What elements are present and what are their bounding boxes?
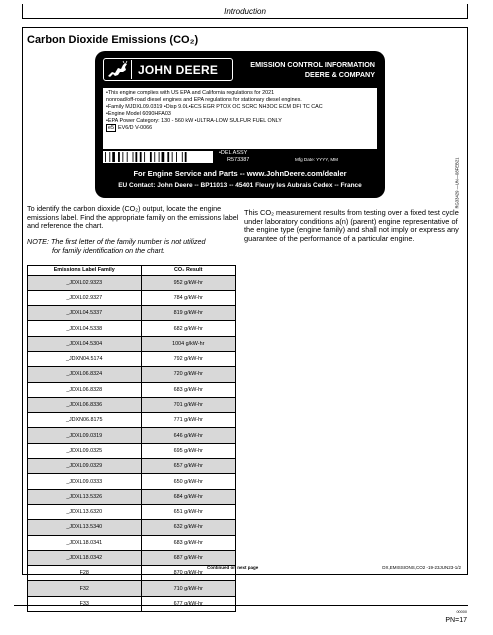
co2-cell: 651 g/kW-hr [141,504,236,519]
family-cell: _JDXL09.0333 [28,474,142,489]
table-row [28,459,236,474]
barcode-bar [176,152,177,162]
barcode-bar [185,152,187,162]
family-cell: _JDXN06.8175 [28,413,142,428]
family-cell: _JDXL04.5337 [28,306,142,321]
barcode-bar [133,152,134,162]
section-title: Introduction [224,7,266,16]
page-code: 00000 [456,610,467,614]
co2-results-table [27,265,236,612]
family-cell: F33 [28,596,142,611]
column-header-co2: CO₂ Result [141,266,236,276]
co2-cell: 677 g/kW-hr [141,596,236,611]
co2-cell: 684 g/kW-hr [141,489,236,504]
co2-cell: 683 g/kW-hr [141,382,236,397]
table-row [28,306,236,321]
label-info-line: nonroad/off-road diesel engines and EPA regulations for stationary diesel engines. [106,97,302,104]
co2-cell: 682 g/kW-hr [141,321,236,336]
label-info-line: •Engine Model 6090HFA03 [106,111,171,118]
part-number: R573387 [227,157,250,163]
page-title: Carbon Dioxide Emissions (CO₂) [27,34,199,46]
table-row [28,321,236,336]
co2-cell: 952 g/kW-hr [141,275,236,290]
family-cell: _JDXL18.0341 [28,535,142,550]
table-row [28,367,236,382]
del-assy-block [219,150,249,164]
family-cell: _JDXL06.8336 [28,397,142,412]
table-row [28,474,236,489]
co2-cell: 710 g/kW-hr [141,581,236,596]
family-cell: _JDXL02.9323 [28,275,142,290]
family-cell: _JDXL09.0319 [28,428,142,443]
family-cell: _JDXL06.8328 [28,382,142,397]
table-row [28,596,236,611]
label-heading-line1: EMISSION CONTROL INFORMATION [250,60,375,69]
table-row [28,489,236,504]
co2-cell: 771 g/kW-hr [141,413,236,428]
barcode-bar [182,152,183,162]
barcode-image [103,151,213,163]
table-row [28,275,236,290]
figure-caption: SAMPLE - Engine Emissions Label [200,193,290,199]
family-cell: _JDXN04.5174 [28,351,142,366]
logo-text: JOHN DEERE [138,62,219,77]
label-heading-line2: DEERE & COMPANY [304,70,375,79]
table-row [28,351,236,366]
family-cell: _JDXL13.5340 [28,520,142,535]
family-cell: _JDXL18.0342 [28,550,142,565]
family-cell: _JDXL09.0329 [28,459,142,474]
label-heading [250,60,375,80]
figure-id [454,151,460,215]
co2-cell: 646 g/kW-hr [141,428,236,443]
barcode-bar [118,152,120,162]
table-row [28,336,236,351]
del-assy-text: •DEL ASSY [219,150,248,156]
barcode-bar [109,152,110,162]
family-cell: F32 [28,581,142,596]
co2-cell: 687 g/kW-hr [141,550,236,565]
barcode-bar [144,152,145,162]
section-header [22,4,468,19]
barcode-bar [135,152,137,162]
family-cell: _JDXL04.5304 [28,336,142,351]
table-row [28,504,236,519]
table-row [28,428,236,443]
barcode-bar [127,152,128,162]
barcode-bar [112,152,115,162]
emissions-label-image [95,51,385,198]
table-row [28,443,236,458]
contact-line: EU Contact: John Deere -- BP11013 -- 45401 Fleury les Aubrais Cedex -- France [118,182,362,189]
table-row [28,397,236,412]
note [27,238,241,255]
john-deere-logo [103,58,233,81]
table-row [28,382,236,397]
co2-cell: 657 g/kW-hr [141,459,236,474]
co2-cell: 819 g/kW-hr [141,306,236,321]
barcode-bar [172,152,173,162]
table-row [28,566,236,581]
co2-cell: 792 g/kW-hr [141,351,236,366]
barcode-bar [150,152,152,162]
barcode-bar [105,152,106,162]
co2-cell: 650 g/kW-hr [141,474,236,489]
family-cell: F28 [28,566,142,581]
barcode-bar [122,152,123,162]
bottom-rule [14,605,468,606]
barcode-bar [162,152,165,162]
intro-paragraph: To identify the carbon dioxide (CO₂) output, locate the engine emissions label. Find the appropriate family on the emissions label and reference the chart. [27,204,239,230]
figure-id-text: RG33429 —UN—08FEB21 [454,157,460,209]
barcode-bar [154,152,155,162]
family-cell: _JDXL09.0325 [28,443,142,458]
ev-box: e5 [108,125,114,132]
continued-note: Continued on next page [207,565,259,570]
table-header-row [28,266,236,276]
co2-cell: 695 g/kW-hr [141,443,236,458]
table-row [28,290,236,305]
mfg-date: Mfg Date: YYYY, MM [295,157,338,162]
co2-cell: 784 g/kW-hr [141,290,236,305]
footer-id: DX,EMISSIONS,CO2 -19-23JUN23-1/2 [382,565,461,570]
family-cell: _JDXL13.5326 [28,489,142,504]
page-number: PN=17 [445,617,467,624]
label-ev-line [106,125,374,132]
co2-cell: 870 g/kW-hr [141,566,236,581]
table-row [28,520,236,535]
note-line-2: for family identification on the chart. [52,245,166,255]
family-cell: _JDXL02.9327 [28,290,142,305]
barcode-bar [167,152,169,162]
table-row [28,413,236,428]
measurement-paragraph: This CO₂ measurement results from testing over a fixed test cycle under laboratory conditions a(n) (parent) engine representative of the engine type (engine family) and shall not imply or express any guarantee of the performance of a particular engine. [244,208,459,243]
ev-text: EV6/D V-0066 [118,125,153,132]
barcode-bar [140,152,142,162]
table-row [28,535,236,550]
co2-cell: 1004 g/kW-hr [141,336,236,351]
label-info-line: •EPA Power Category: 130 - 560 kW •ULTRA-LOW SULFUR FUEL ONLY [106,118,282,125]
family-cell: _JDXL06.8324 [28,367,142,382]
note-line-1: NOTE: The first letter of the family number is not utilized [27,237,206,246]
label-info-line: •This engine complies with US EPA and California regulations for 2021 [106,90,275,96]
content-box [22,27,468,607]
family-cell: _JDXL04.5338 [28,321,142,336]
table-row [28,550,236,565]
family-cell: _JDXL13.6320 [28,504,142,519]
table-row [28,581,236,596]
label-info-panel [103,88,377,149]
label-info-line: •Family MJDXL09.0319 •Disp 9.0L•ECS EGR PTOX OC SCRC NH3OC ECM DFI TC CAC [106,104,323,111]
co2-cell: 632 g/kW-hr [141,520,236,535]
co2-cell: 683 g/kW-hr [141,535,236,550]
barcode-bar [159,152,160,162]
column-header-family: Emissions Label Family [28,266,142,276]
co2-cell: 701 g/kW-hr [141,397,236,412]
co2-cell: 720 g/kW-hr [141,367,236,382]
deer-icon [106,60,132,79]
service-line: For Engine Service and Parts -- www.JohnDeere.com/dealer [133,169,347,178]
